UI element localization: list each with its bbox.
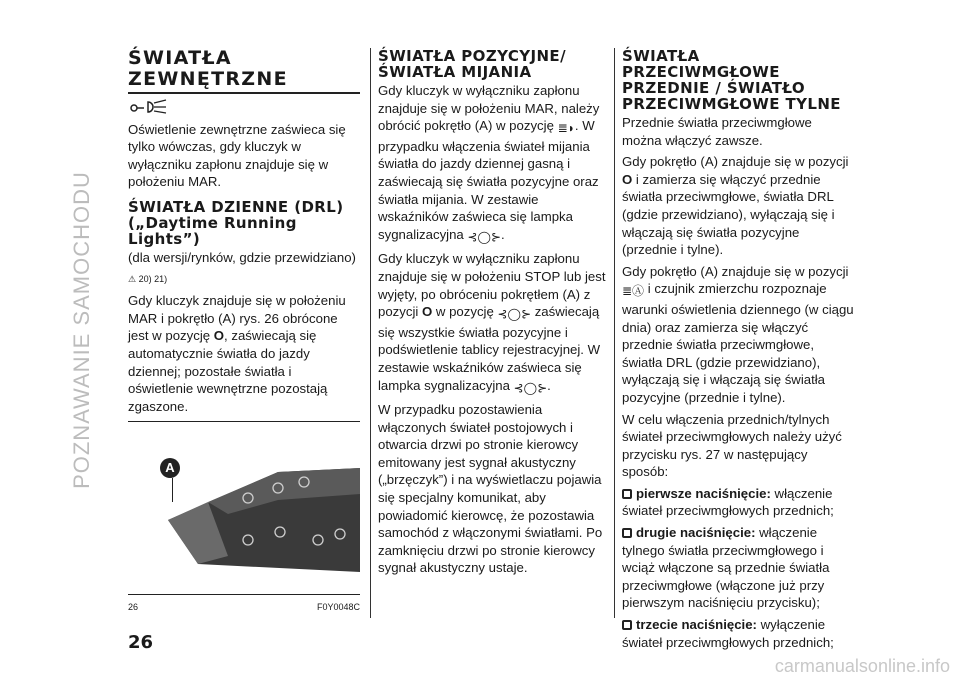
position-o-symbol: O <box>421 304 433 320</box>
figure-code: F0Y0048C <box>316 602 360 613</box>
figure-callout-a: A <box>160 458 180 478</box>
paragraph-drl-operation: Gdy kluczyk znajduje się w położeniu MAR i pokrętło (A) rys. 26 obrócone jest w pozycję O, zaświecają się automatycznie światła do jazdy dziennej; pozostałe światła i oświetlenie wewnętrzne pozostają zgaszone. <box>128 293 346 414</box>
callout-leader-line <box>172 478 173 502</box>
column-divider <box>614 48 615 618</box>
position-o-symbol: O <box>622 171 633 187</box>
title-rule <box>128 92 360 94</box>
section-title-fog-lights: ŚWIATŁA PRZECIWMGŁOWE PRZEDNIE / ŚWIATŁO PRZECIWMGŁOWE TYLNE <box>622 47 841 113</box>
bullet-icon <box>622 528 632 538</box>
paragraph-exterior-intro: Oświetlenie zewnętrzne zaświeca się tylko wówczas, gdy kluczyk w wyłączniku zapłonu znajduje się w położeniu MAR. <box>128 121 346 190</box>
position-o-symbol: O <box>213 328 225 344</box>
figure-number: 26 <box>128 602 139 613</box>
paragraph-lights-on-warning: W przypadku pozostawienia włączonych świateł postojowych i otwarcia drzwi po stronie kierowcy emitowany jest sygnał akustyczny („brzęczyk”) i na wyświetlaczu pojawia się specjalny komunikat, aby powiadomić kierowcę, że pozostawia samochód z włączonymi światłami. Po zamknięciu drzwi po stronie kierowcy sygnał akustyczny ustaje. <box>378 402 603 576</box>
position-lights-icon: ⊰◯⊱ <box>513 380 548 395</box>
column-divider <box>370 48 371 618</box>
warning-ref-numbers: 20) 21) <box>138 273 168 284</box>
warning-references <box>128 271 360 289</box>
ignition-light-icon <box>128 98 360 119</box>
position-lights-icon: ⊰◯⊱ <box>497 307 532 322</box>
list-item-second-press: drugie naciśnięcie: włączenie tylnego światła przeciwmgłowego i wciąż włączone są przednie światła przeciwmgłowe (włączone już przy pierwszym naciśnięciu przycisku); <box>622 525 830 611</box>
paragraph-fog-position-o: Gdy pokrętło (A) znajduje się w pozycji O i zamierza się włączyć przednie światła przeciwmgłowe, światła DRL (gdzie przewidziano), wyłączają się i włączają się światła pozycyjne (przednie i tylne). <box>622 154 849 258</box>
figure-top-rule <box>128 421 360 422</box>
figure-caption <box>128 594 360 617</box>
paragraph-dipped-operation: Gdy kluczyk w wyłączniku zapłonu znajduje się w położeniu MAR, należy obrócić pokrętło (A) w pozycję ≣◗. W przypadku włączenia świateł mijania światła do jazdy dziennej gasną i zaświecają się światła pozycyjne oraz światła mijania. W zestawie wskaźników zaświeca się lampka sygnalizacyjna ⊰◯⊱. <box>378 82 610 246</box>
auto-lights-icon: ≣Ⓐ <box>622 284 645 299</box>
bullet-icon <box>622 620 632 630</box>
list-item-first-press: pierwsze naciśnięcie: włączenie świateł przeciwmgłowych przednich; <box>622 485 834 519</box>
watermark: carmanualsonline.info <box>774 656 950 676</box>
paragraph-fog-auto: Gdy pokrętło (A) znajduje się w pozycji ≣Ⓐ i czujnik zmierzchu rozpoznaje warunki oświetlenia dziennego (w ciągu dnia) oraz zamierza się włączyć przednie światła przeciwmgłowe, światła DRL (gdzie przewidziano), wyłączają się i włączają się światła pozycyjne (przednie i tylne). <box>622 263 854 405</box>
paragraph-fog-button: W celu włączenia przednich/tylnych świateł przeciwmgłowych należy użyć przycisku rys. 27 w następujący sposób: <box>622 411 842 480</box>
section-side-label: POZNAWANIE SAMOCHODU <box>69 171 94 489</box>
section-title-position-dipped: ŚWIATŁA POZYCYJNE/ŚWIATŁA MIJANIA <box>378 47 566 81</box>
paragraph-parking-operation: Gdy kluczyk w wyłączniku zapłonu znajduje się w położeniu STOP lub jest wyjęty, po obróceniu pokrętłem (A) z pozycji O w pozycję ⊰◯⊱ zaświecają się wszystkie światła pozycyjne i podświetlenie tablicy rejestracyjnej. W zestawie wskaźników zaświeca się lampka sygnalizacyjna ⊰◯⊱. <box>378 250 610 397</box>
section-title-exterior-lights: ŚWIATŁA ZEWNĘTRZNE <box>128 47 288 90</box>
position-lights-icon: ⊰◯⊱ <box>467 229 501 244</box>
column-left <box>128 48 360 617</box>
paragraph-fog-intro: Przednie światła przeciwmgłowe można włączyć zawsze. <box>622 115 812 148</box>
bullet-icon <box>622 489 632 499</box>
column-middle <box>378 48 610 581</box>
dipped-beam-icon: ≣◗ <box>557 121 575 136</box>
column-right <box>622 48 854 655</box>
list-item-third-press: trzecie naciśnięcie: wyłączenie świateł przeciwmgłowych przednich; <box>622 617 834 650</box>
warning-triangle-icon: ⚠ <box>128 273 137 284</box>
figure-light-stalk <box>128 444 360 592</box>
page-number: 26 <box>128 632 154 653</box>
section-title-drl: ŚWIATŁA DZIENNE (DRL) („Daytime Running Lights”) <box>128 197 344 248</box>
paragraph-drl-availability: (dla wersji/rynków, gdzie przewidziano) <box>128 249 356 265</box>
